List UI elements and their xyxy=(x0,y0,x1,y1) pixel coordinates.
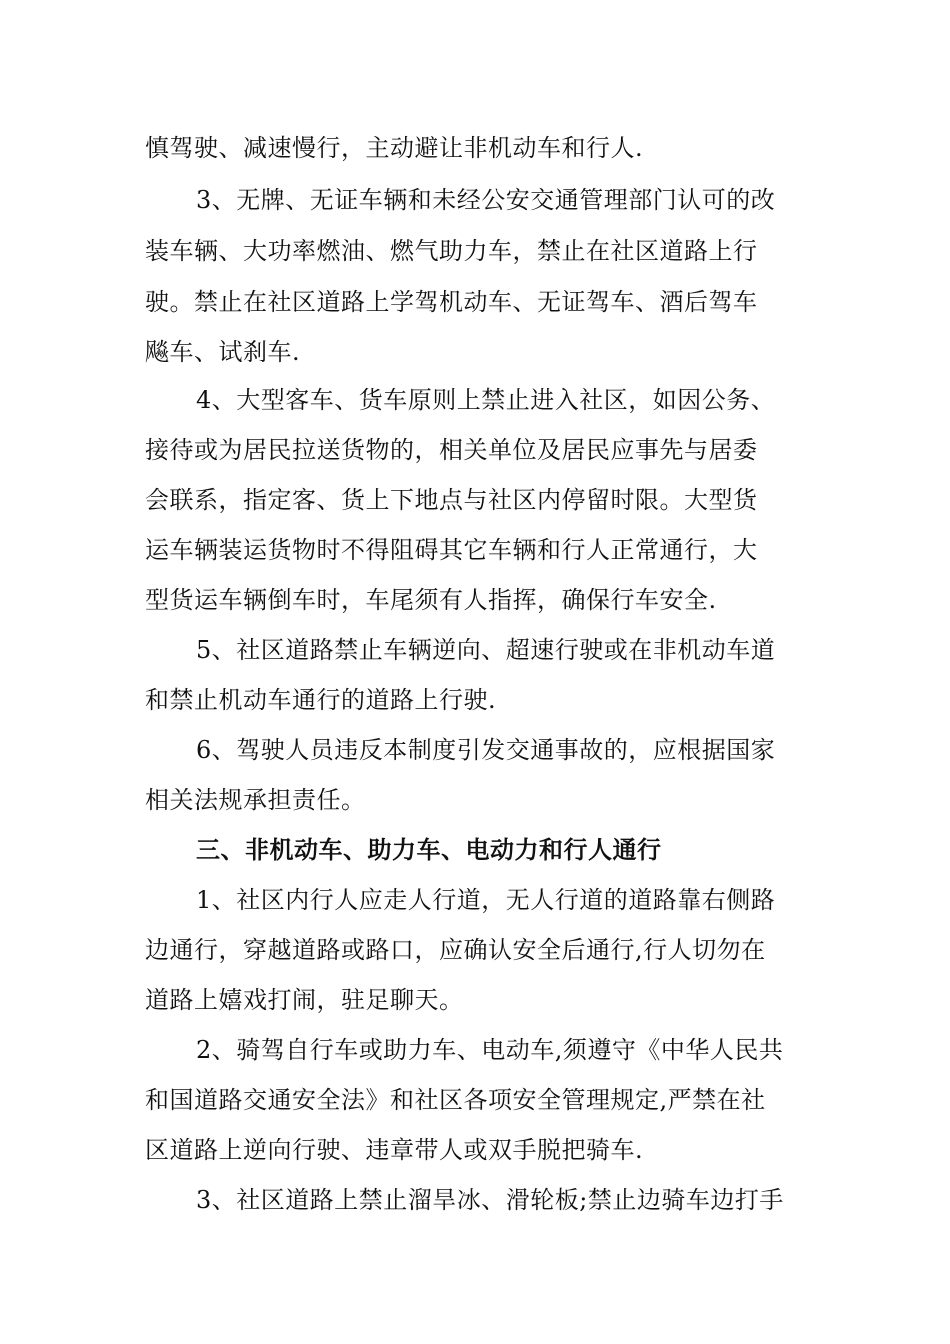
body-text-line: 装车辆、大功率燃油、燃气助力车，禁止在社区道路上行 xyxy=(145,237,758,265)
list-item-line: 5、社区道路禁止车辆逆向、超速行驶或在非机动车道 xyxy=(196,636,776,664)
list-item-line: 6、驾驶人员违反本制度引发交通事故的，应根据国家 xyxy=(196,736,776,764)
body-text-line: 运车辆装运货物时不得阻碍其它车辆和行人正常通行，大 xyxy=(145,536,758,564)
section-heading: 三、非机动车、助力车、电动力和行人通行 xyxy=(196,835,662,864)
body-text-line: 慎驾驶、减速慢行，主动避让非机动车和行人. xyxy=(145,134,644,162)
body-text-line: 区道路上逆向行驶、违章带人或双手脱把骑车. xyxy=(145,1136,644,1164)
body-text-line: 道路上嬉戏打闹，驻足聊天。 xyxy=(145,986,464,1014)
body-text-line: 和国道路交通安全法》和社区各项安全管理规定,严禁在社 xyxy=(145,1086,766,1114)
list-item-line: 2、骑驾自行车或助力车、电动车,须遵守《中华人民共 xyxy=(196,1036,784,1064)
body-text-line: 边通行，穿越道路或路口，应确认安全后通行,行人切勿在 xyxy=(145,936,766,964)
body-text-line: 飚车、试刹车. xyxy=(145,338,301,366)
list-item-line: 1、社区内行人应走人行道，无人行道的道路靠右侧路 xyxy=(196,886,776,914)
body-text-line: 会联系，指定客、货上下地点与社区内停留时限。大型货 xyxy=(145,486,758,514)
list-item-line: 3、无牌、无证车辆和未经公安交通管理部门认可的改 xyxy=(196,186,776,214)
body-text-line: 驶。禁止在社区道路上学驾机动车、无证驾车、酒后驾车 xyxy=(145,288,758,316)
list-item-line: 4、大型客车、货车原则上禁止进入社区，如因公务、 xyxy=(196,386,776,414)
body-text-line: 和禁止机动车通行的道路上行驶. xyxy=(145,686,497,714)
body-text-line: 相关法规承担责任。 xyxy=(145,786,366,814)
body-text-line: 接待或为居民拉送货物的，相关单位及居民应事先与居委 xyxy=(145,436,758,464)
list-item-line: 3、社区道路上禁止溜旱冰、滑轮板;禁止边骑车边打手 xyxy=(196,1186,784,1214)
body-text-line: 型货运车辆倒车时，车尾须有人指挥，确保行车安全. xyxy=(145,586,717,614)
